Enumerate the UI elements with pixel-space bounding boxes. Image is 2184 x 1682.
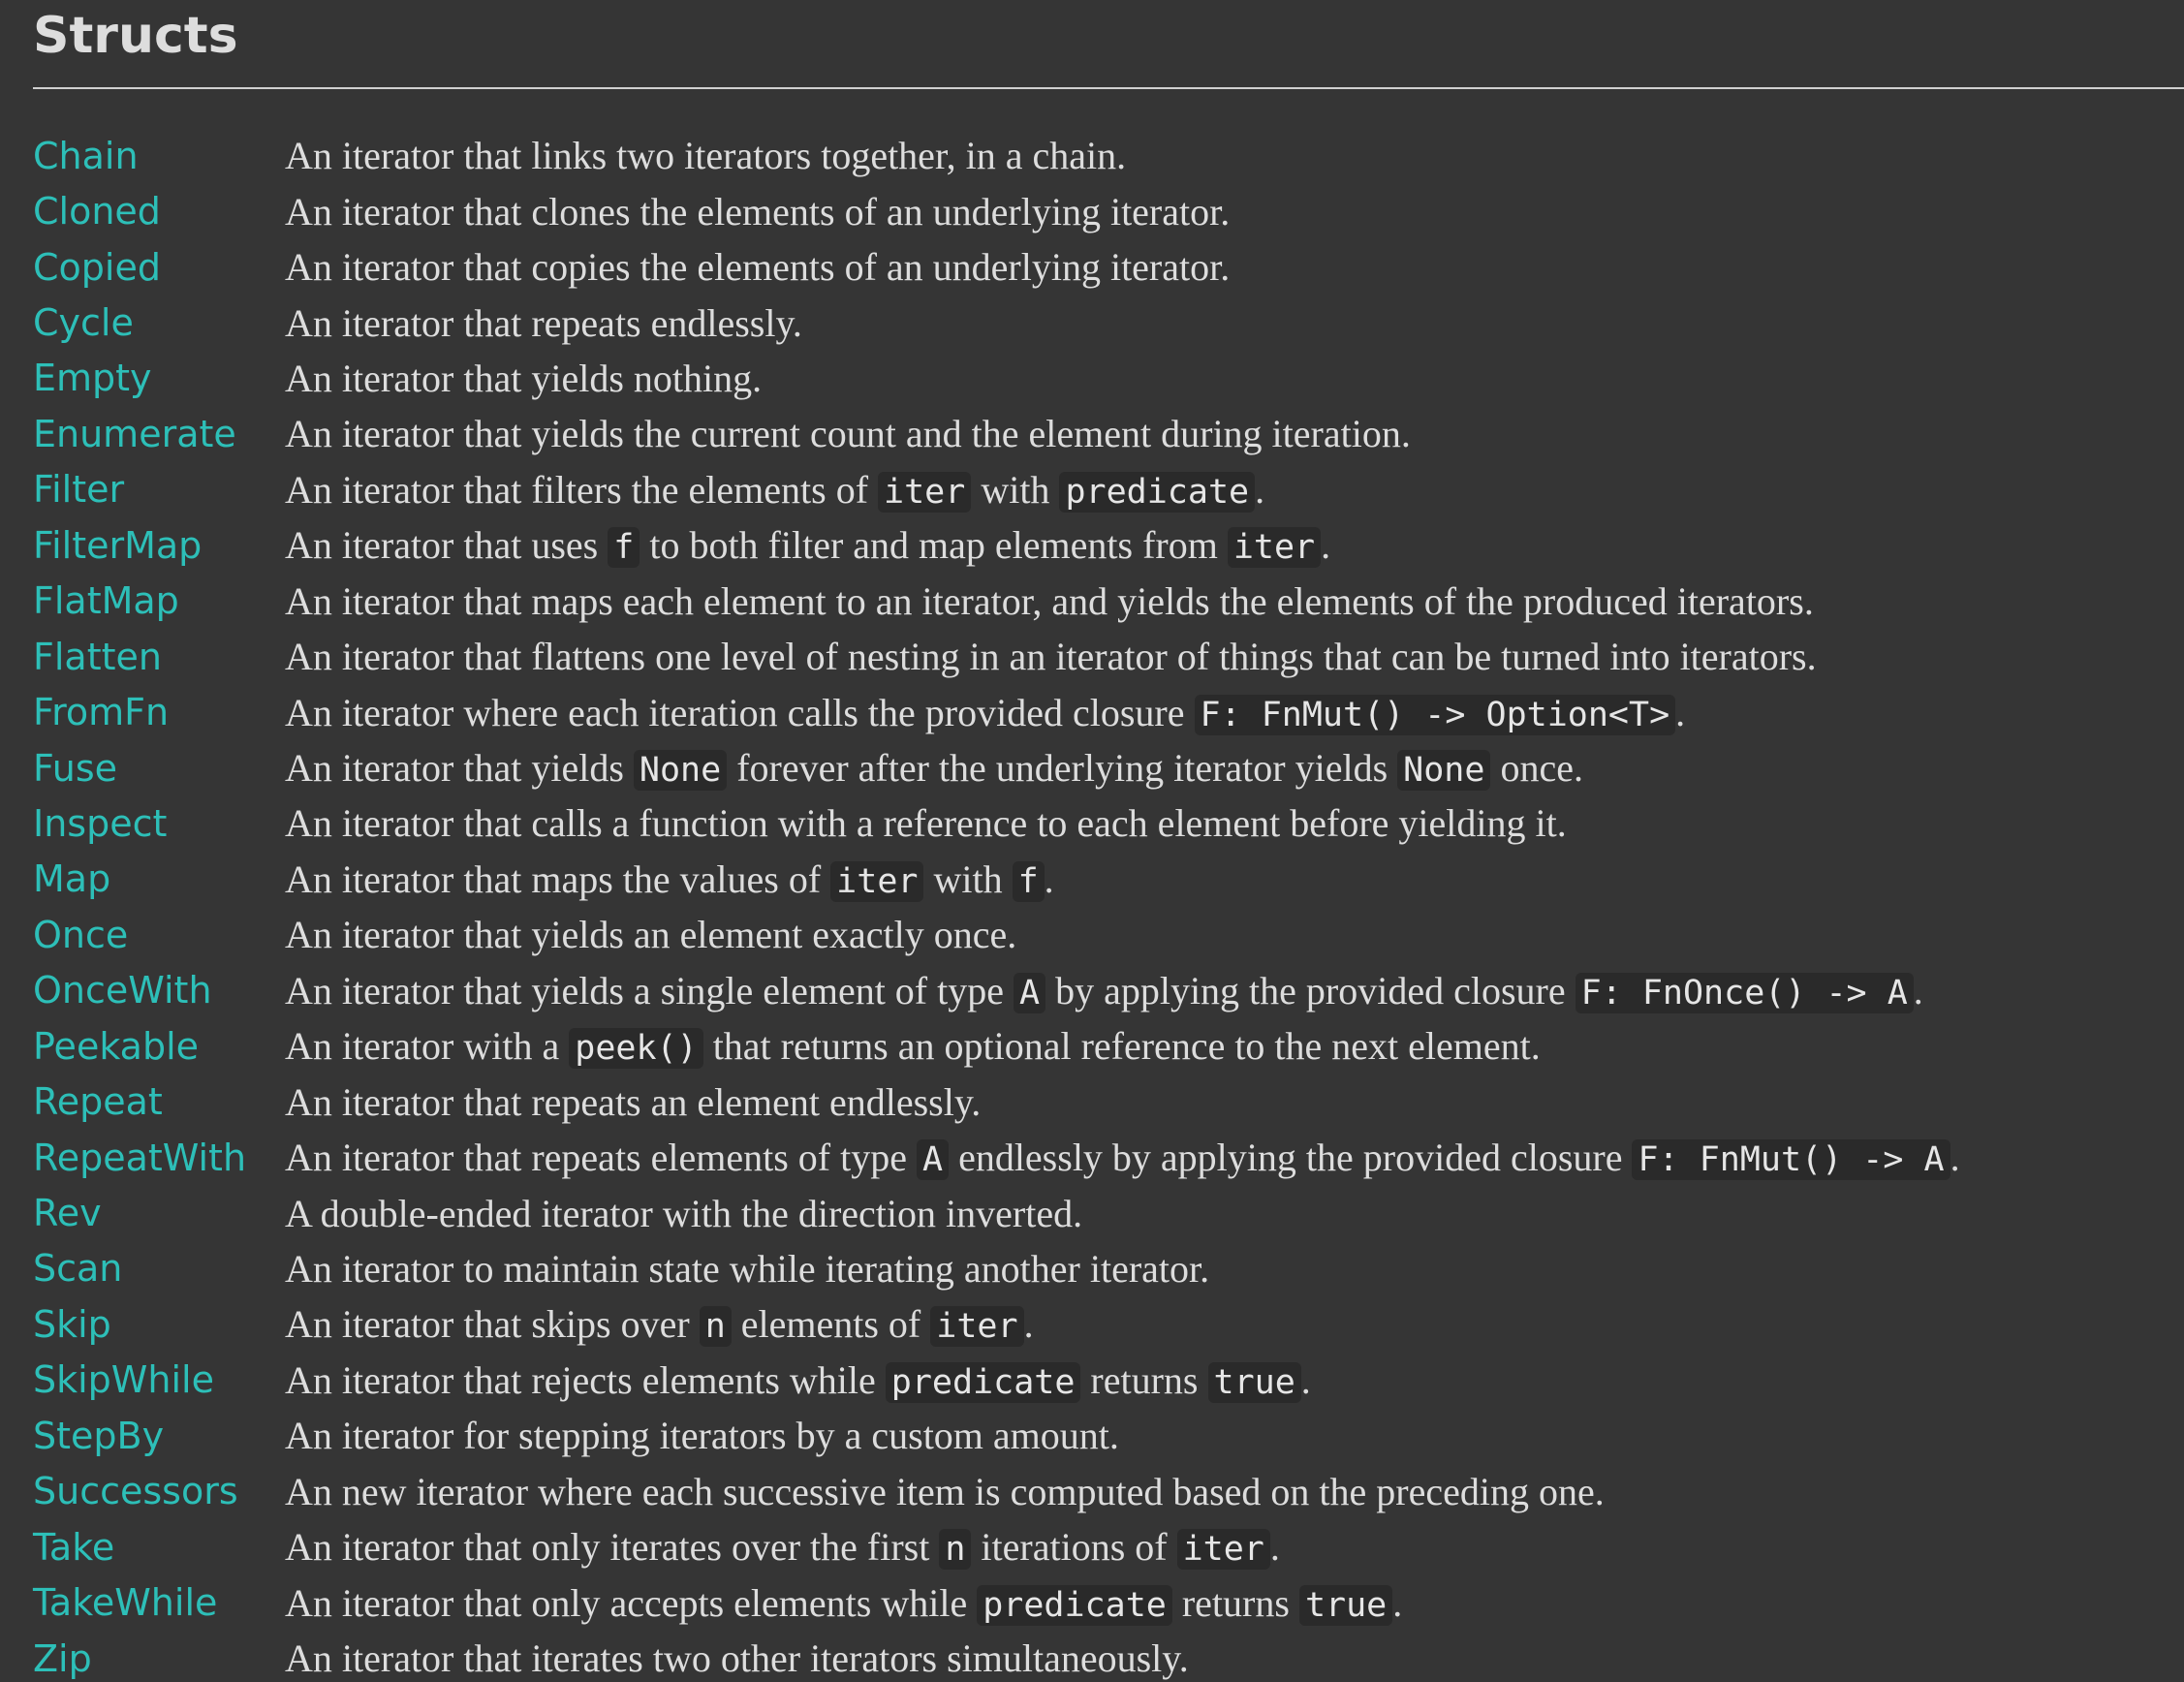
inline-code: A: [1014, 973, 1045, 1013]
description-text: returns: [1171, 1580, 1299, 1625]
description-text: An iterator that calls a function with a reference to each element before yielding it.: [285, 801, 1567, 846]
struct-link-repeat[interactable]: Repeat: [33, 1080, 163, 1124]
description-text: .: [1269, 1525, 1280, 1570]
struct-link-cycle[interactable]: Cycle: [33, 301, 134, 345]
description-text: An iterator that repeats elements of type: [285, 1136, 917, 1180]
description-text: An iterator that yields nothing.: [285, 356, 763, 400]
struct-link-successors[interactable]: Successors: [33, 1470, 238, 1513]
struct-link-scan[interactable]: Scan: [33, 1247, 123, 1291]
description-text: An iterator for stepping iterators by a custom amount.: [285, 1414, 1119, 1458]
struct-row-fromfn: [33, 684, 2184, 739]
description-text: forever after the underlying iterator yields: [727, 746, 1398, 791]
struct-description: [285, 189, 1230, 234]
struct-row-oncewith: [33, 963, 2184, 1018]
description-text: An iterator that yields an element exactly once.: [285, 913, 1017, 957]
struct-row-rev: [33, 1185, 2184, 1240]
struct-link-flatmap[interactable]: FlatMap: [33, 579, 179, 623]
struct-list: [33, 128, 2184, 1682]
description-text: iterations of: [971, 1525, 1177, 1570]
struct-description: [285, 356, 762, 401]
struct-row-filter: [33, 462, 2184, 517]
description-text: .: [1023, 1302, 1034, 1347]
struct-description: [285, 1079, 981, 1125]
description-text: An iterator that skips over: [285, 1302, 700, 1347]
description-text: .: [1913, 968, 1923, 1012]
inline-code: iter: [930, 1306, 1023, 1347]
description-text: An iterator that filters the elements of: [285, 467, 879, 512]
inline-code: F: FnMut() -> Option<T>: [1195, 695, 1676, 735]
description-text: endlessly by applying the provided closure: [949, 1136, 1633, 1180]
struct-link-fuse[interactable]: Fuse: [33, 746, 118, 790]
struct-link-rev[interactable]: Rev: [33, 1192, 102, 1235]
struct-row-successors: [33, 1464, 2184, 1519]
inline-code: predicate: [1059, 472, 1255, 513]
struct-link-oncewith[interactable]: OnceWith: [33, 969, 212, 1012]
inline-code: peek(): [569, 1028, 702, 1069]
inline-code: F: FnMut() -> A: [1632, 1139, 1950, 1180]
struct-link-skip[interactable]: Skip: [33, 1302, 111, 1346]
description-text: An iterator that yields the current count and the element during iteration.: [285, 412, 1411, 456]
struct-link-stepby[interactable]: StepBy: [33, 1414, 165, 1457]
description-text: .: [1044, 857, 1054, 901]
struct-link-take[interactable]: Take: [33, 1525, 115, 1569]
description-text: .: [1950, 1136, 1960, 1180]
struct-row-cloned: [33, 183, 2184, 238]
struct-description: [285, 968, 1923, 1013]
description-text: to both filter and map elements from: [640, 523, 1228, 568]
inline-code: None: [1397, 750, 1490, 791]
struct-description: [285, 1357, 1311, 1403]
inline-code: iter: [1177, 1529, 1270, 1570]
description-text: An iterator that links two iterators together, in a chain.: [285, 134, 1127, 178]
inline-code: iter: [1228, 527, 1321, 568]
struct-description: [285, 912, 1016, 957]
struct-link-filtermap[interactable]: FilterMap: [33, 523, 203, 567]
description-text: with: [971, 467, 1060, 512]
inline-code: f: [1013, 861, 1045, 902]
description-text: An iterator that clones the elements of an underlying iterator.: [285, 189, 1231, 234]
struct-link-empty[interactable]: Empty: [33, 357, 152, 400]
struct-row-empty: [33, 351, 2184, 406]
struct-description: [285, 300, 802, 346]
struct-link-filter[interactable]: Filter: [33, 468, 125, 512]
inline-code: F: FnOnce() -> A: [1576, 973, 1914, 1013]
struct-description: [285, 800, 1567, 846]
struct-row-stepby: [33, 1408, 2184, 1463]
inline-code: A: [917, 1139, 949, 1180]
struct-link-inspect[interactable]: Inspect: [33, 801, 168, 845]
struct-description: [285, 1246, 1209, 1292]
struct-row-cycle: [33, 295, 2184, 350]
description-text: An iterator that maps the values of: [285, 857, 831, 901]
description-text: .: [1321, 523, 1331, 568]
description-text: An iterator that iterates two other iterators simultaneously.: [285, 1636, 1189, 1681]
inline-code: f: [608, 527, 640, 568]
struct-link-repeatwith[interactable]: RepeatWith: [33, 1136, 247, 1179]
struct-description: [285, 467, 1264, 513]
description-text: that returns an optional reference to the next element.: [702, 1024, 1541, 1069]
struct-link-copied[interactable]: Copied: [33, 245, 161, 289]
inline-code: predicate: [977, 1585, 1172, 1626]
description-text: An iterator that flattens one level of nesting in an iterator of things that can be turned into iterators.: [285, 635, 1817, 679]
description-text: .: [1392, 1580, 1403, 1625]
inline-code: true: [1299, 1585, 1392, 1626]
inline-code: true: [1208, 1362, 1301, 1403]
struct-row-map: [33, 852, 2184, 907]
struct-description: [285, 411, 1411, 456]
struct-row-repeatwith: [33, 1130, 2184, 1185]
description-text: .: [1300, 1357, 1311, 1402]
struct-row-skip: [33, 1296, 2184, 1352]
struct-row-fuse: [33, 740, 2184, 795]
inline-code: predicate: [886, 1362, 1081, 1403]
struct-row-once: [33, 907, 2184, 962]
struct-link-skipwhile[interactable]: SkipWhile: [33, 1358, 214, 1402]
struct-row-takewhile: [33, 1574, 2184, 1630]
struct-link-map[interactable]: Map: [33, 857, 111, 901]
struct-description: [285, 578, 1814, 624]
description-text: An iterator that only iterates over the first: [285, 1525, 940, 1570]
description-text: An iterator that rejects elements while: [285, 1357, 886, 1402]
description-text: returns: [1080, 1357, 1208, 1402]
struct-link-zip[interactable]: Zip: [33, 1636, 92, 1680]
description-text: .: [1255, 467, 1265, 512]
struct-row-chain: [33, 128, 2184, 183]
struct-link-flatten[interactable]: Flatten: [33, 635, 162, 678]
struct-description: [285, 857, 1054, 902]
description-text: by applying the provided closure: [1045, 968, 1576, 1012]
struct-link-cloned[interactable]: Cloned: [33, 190, 161, 234]
struct-link-peekable[interactable]: Peekable: [33, 1024, 199, 1068]
struct-row-copied: [33, 239, 2184, 295]
description-text: once.: [1490, 746, 1583, 791]
struct-description: [285, 1023, 1541, 1069]
struct-description: [285, 133, 1126, 178]
inline-code: iter: [878, 472, 971, 513]
struct-description: [285, 690, 1685, 735]
description-text: An new iterator where each successive item is computed based on the preceding one.: [285, 1469, 1605, 1513]
struct-row-take: [33, 1519, 2184, 1574]
struct-link-once[interactable]: Once: [33, 913, 129, 956]
description-text: An iterator that yields a single element of type: [285, 968, 1014, 1012]
description-text: An iterator that uses: [285, 523, 608, 568]
struct-description: [285, 1635, 1189, 1681]
description-text: An iterator that repeats endlessly.: [285, 300, 802, 345]
description-text: .: [1675, 690, 1686, 734]
description-text: An iterator that yields: [285, 746, 634, 791]
struct-row-peekable: [33, 1018, 2184, 1074]
struct-row-filtermap: [33, 517, 2184, 573]
description-text: A double-ended iterator with the direction inverted.: [285, 1191, 1083, 1235]
description-text: An iterator where each iteration calls the provided closure: [285, 690, 1195, 734]
struct-description: [285, 1191, 1082, 1236]
inline-code: n: [939, 1529, 971, 1570]
struct-row-zip: [33, 1631, 2184, 1682]
struct-description: [285, 1469, 1605, 1514]
inline-code: None: [634, 750, 727, 791]
struct-description: [285, 244, 1230, 290]
description-text: An iterator that repeats an element endlessly.: [285, 1079, 982, 1124]
description-text: An iterator that copies the elements of an underlying iterator.: [285, 245, 1231, 290]
struct-row-flatten: [33, 629, 2184, 684]
struct-row-skipwhile: [33, 1353, 2184, 1408]
struct-description: [285, 1135, 1960, 1180]
struct-description: [285, 1580, 1402, 1626]
struct-description: [285, 1301, 1034, 1347]
struct-row-scan: [33, 1241, 2184, 1296]
struct-row-inspect: [33, 795, 2184, 851]
description-text: An iterator that maps each element to an iterator, and yields the elements of the produced iterators.: [285, 578, 1814, 623]
description-text: elements of: [731, 1302, 931, 1347]
description-text: with: [923, 857, 1013, 901]
struct-row-enumerate: [33, 406, 2184, 461]
struct-link-enumerate[interactable]: Enumerate: [33, 412, 236, 455]
struct-description: [285, 745, 1583, 791]
inline-code: n: [700, 1306, 732, 1347]
description-text: An iterator that only accepts elements while: [285, 1580, 978, 1625]
section-title: Structs: [33, 7, 238, 65]
struct-row-flatmap: [33, 574, 2184, 629]
struct-description: [285, 1413, 1119, 1458]
description-text: An iterator with a: [285, 1024, 570, 1069]
struct-description: [285, 634, 1817, 679]
struct-row-repeat: [33, 1074, 2184, 1129]
struct-link-takewhile[interactable]: TakeWhile: [33, 1581, 218, 1625]
struct-link-fromfn[interactable]: FromFn: [33, 691, 170, 734]
section-divider: [33, 87, 2184, 89]
struct-description: [285, 1524, 1280, 1570]
inline-code: iter: [830, 861, 923, 902]
description-text: An iterator to maintain state while iterating another iterator.: [285, 1246, 1210, 1291]
struct-description: [285, 522, 1330, 568]
struct-link-chain[interactable]: Chain: [33, 134, 139, 177]
